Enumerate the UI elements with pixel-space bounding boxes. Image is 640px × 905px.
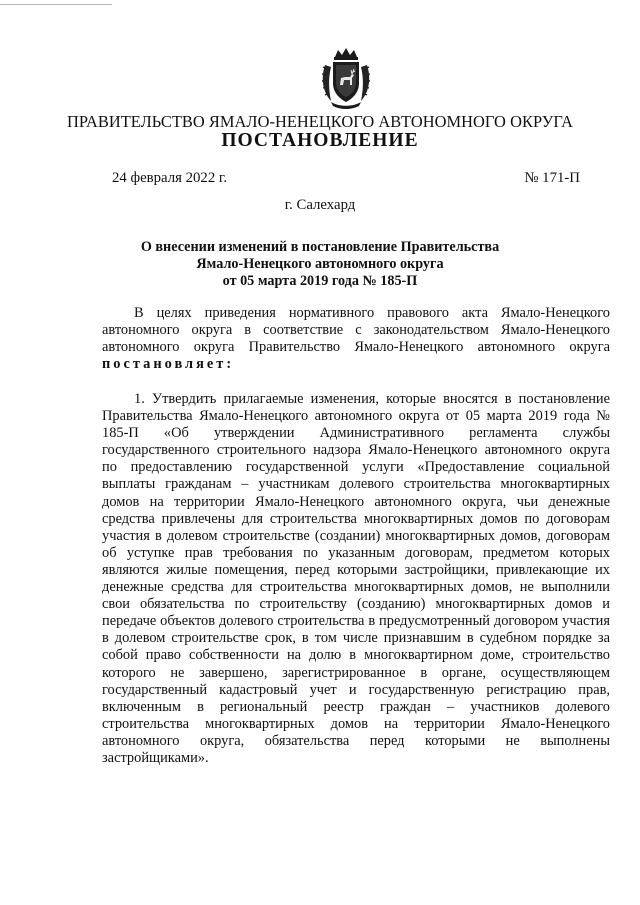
title-line-2: Ямало-Ненецкого автономного округа [196, 256, 444, 272]
item-1-text: 1. Утвердить прилагаемые изменения, которые вносятся в постановление Правительства Ямало-Ненецкого автономного округа от 05 марта 2019 года № 185-П «Об утверждении Административного регламента службы государственного строительного надзора Ямало-Ненецкого автономного округа по предоставлению государственной услуги «Предоставление социальной выплаты гражданам – участникам долевого строительства многоквартирных домов на территории Ямало-Ненецкого автономного округа, чьи денежные средства привлечены для строительства многоквартирных домов по договорам участия в долевом строительстве (создании) многоквартирных домов, договорам об уступке прав требования по указанным договорам, предметом которых являются жилые помещения, перед которыми застройщики, привлекающие их денежные средства для строительства многоквартирных домов, не выполнили свои обязательства по строительству (созданию) многоквартирных домов и передаче объектов долевого строительства в предусмотренный договором участия в долевом строительстве срок, в том числе признавшим в судебном порядке за собой право собственности на долю в многоквартирном доме, строительство которого не завершено, зарегистрированное в органе, осуществляющем государственный кадастровый учет и государственную регистрацию прав, включенным в региональный реестр граждан – участников долевого строительства многоквартирных домов на территории Ямало-Ненецкого автономного округа, обязательства перед которыми не выполнены застройщиками». [102, 391, 610, 766]
document-title [0, 239, 640, 290]
preamble-text: В целях приведения нормативного правового акта Ямало-Ненецкого автономного округа в соответствие с законодательством Ямало-Ненецкого автономного округа Правительство Ямало-Ненецкого автономного округа [102, 305, 610, 356]
government-name: ПРАВИТЕЛЬСТВО ЯМАЛО-НЕНЕЦКОГО АВТОНОМНОГО ОКРУГА [67, 112, 573, 131]
title-line-3: от 05 марта 2019 года № 185-П [222, 273, 418, 289]
resolves-word: постановляет: [102, 356, 235, 373]
preamble-paragraph [102, 305, 610, 373]
item-1-paragraph [102, 391, 610, 767]
document-date: 24 февраля 2022 г. [112, 170, 228, 186]
title-line-1: О внесении изменений в постановление Правительства [140, 239, 500, 255]
document-type: ПОСТАНОВЛЕНИЕ [221, 130, 419, 151]
scan-edge-mark [0, 4, 112, 5]
document-number: № 171-П [524, 170, 580, 186]
document-city: г. Салехард [284, 197, 356, 213]
coat-of-arms-icon [319, 47, 373, 111]
